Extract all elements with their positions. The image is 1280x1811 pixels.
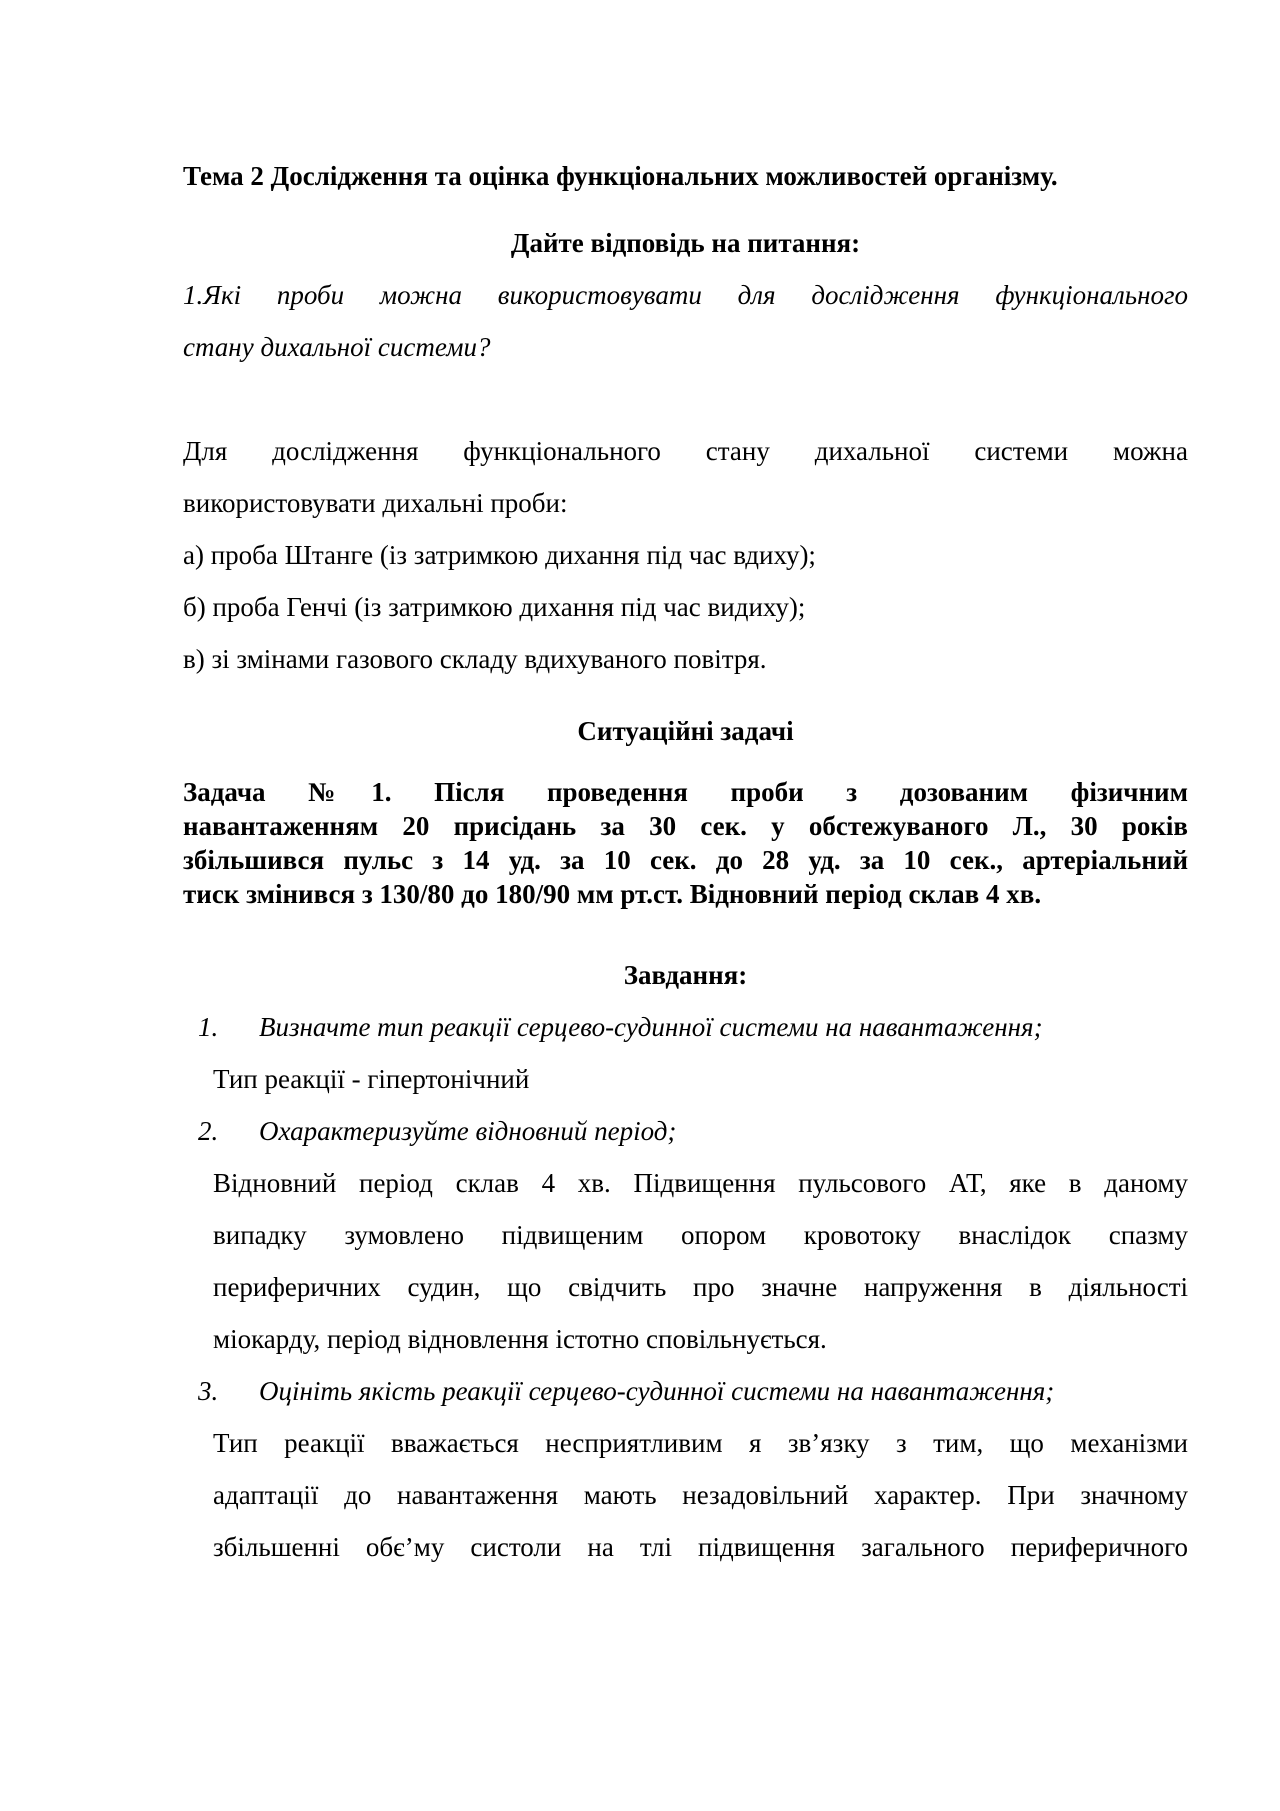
task-item-3-answer-line-1: Тип реакції вважається несприятливим я зв’язку з тим, що механізми [213,1428,1188,1458]
task-1-statement [183,775,1188,911]
task-item-1-number: 1. [198,1012,219,1042]
tasks-heading: Завдання: [623,960,748,990]
task-item-2-answer-line-1: Відновний період склав 4 хв. Підвищення пульсового АТ, яке в даному [213,1168,1188,1198]
task-item-2 [183,1105,1188,1157]
task-item-3 [183,1365,1188,1417]
task-1-line-3: збільшився пульс з 14 уд. за 10 сек. до 28 уд. за 10 сек., артеріальний [183,845,1188,875]
task-1-line-4: тиск змінився з 130/80 до 180/90 мм рт.ст. Відновний період склав 4 хв. [183,879,1042,909]
answer-1-line-2: використовувати дихальні проби: [183,488,568,518]
task-1-line-1: Задача №1. Після проведення проби з дозованим фізичним [183,777,1188,807]
task-item-3-answer-line-2: адаптації до навантаження мають незадовільний характер. При значному [213,1480,1188,1510]
task-item-3-question: Оцініть якість реакції серцево-судинної системи на навантаження; [259,1376,1055,1406]
answer-1-item-a: а) проба Штанге (із затримкою дихання під час вдиху); [183,540,816,570]
task-item-3-answer-line-3: збільшенні обє’му систоли на тлі підвищення загального периферичного [213,1532,1188,1562]
document-content [183,150,1188,1573]
task-item-2-answer-line-2: випадку зумовлено підвищеним опором кровотоку внаслідок спазму [213,1220,1188,1250]
task-item-1-answer: Тип реакції - гіпертонічний [213,1064,530,1094]
questions-heading: Дайте відповідь на питання: [510,228,861,258]
question-1-line-1: 1.Які проби можна використовувати для дослідження функціонального [183,280,1188,310]
answer-1-item-c: в) зі змінами газового складу вдихуваного повітря. [183,644,767,674]
task-1-line-2: навантаженням 20 присідань за 30 сек. у обстежуваного Л., 30 років [183,811,1188,841]
task-item-1-question: Визначте тип реакції серцево-судинної системи на навантаження; [259,1012,1043,1042]
task-item-2-question: Охарактеризуйте відновний період; [259,1116,677,1146]
answer-1-intro [183,425,1188,529]
task-item-3-number: 3. [198,1376,219,1406]
task-item-2-answer [183,1157,1188,1365]
document-title: Тема 2 Дослідження та оцінка функціональних можливостей організму. [183,161,1058,191]
task-item-2-number: 2. [198,1116,219,1146]
question-1 [183,269,1188,373]
task-item-2-answer-line-3: периферичних судин, що свідчить про значне напруження в діяльності [213,1272,1188,1302]
task-item-1 [183,1001,1188,1053]
situational-tasks-heading: Ситуаційні задачі [577,716,794,746]
task-item-3-answer [183,1417,1188,1573]
task-item-2-answer-line-4: міокарду, період відновлення істотно сповільнується. [213,1324,827,1354]
answer-1-item-b: б) проба Генчі (із затримкою дихання під час видиху); [183,592,806,622]
answer-1-line-1: Для дослідження функціонального стану дихальної системи можна [183,436,1188,466]
question-1-line-2: стану дихальної системи? [183,332,491,362]
